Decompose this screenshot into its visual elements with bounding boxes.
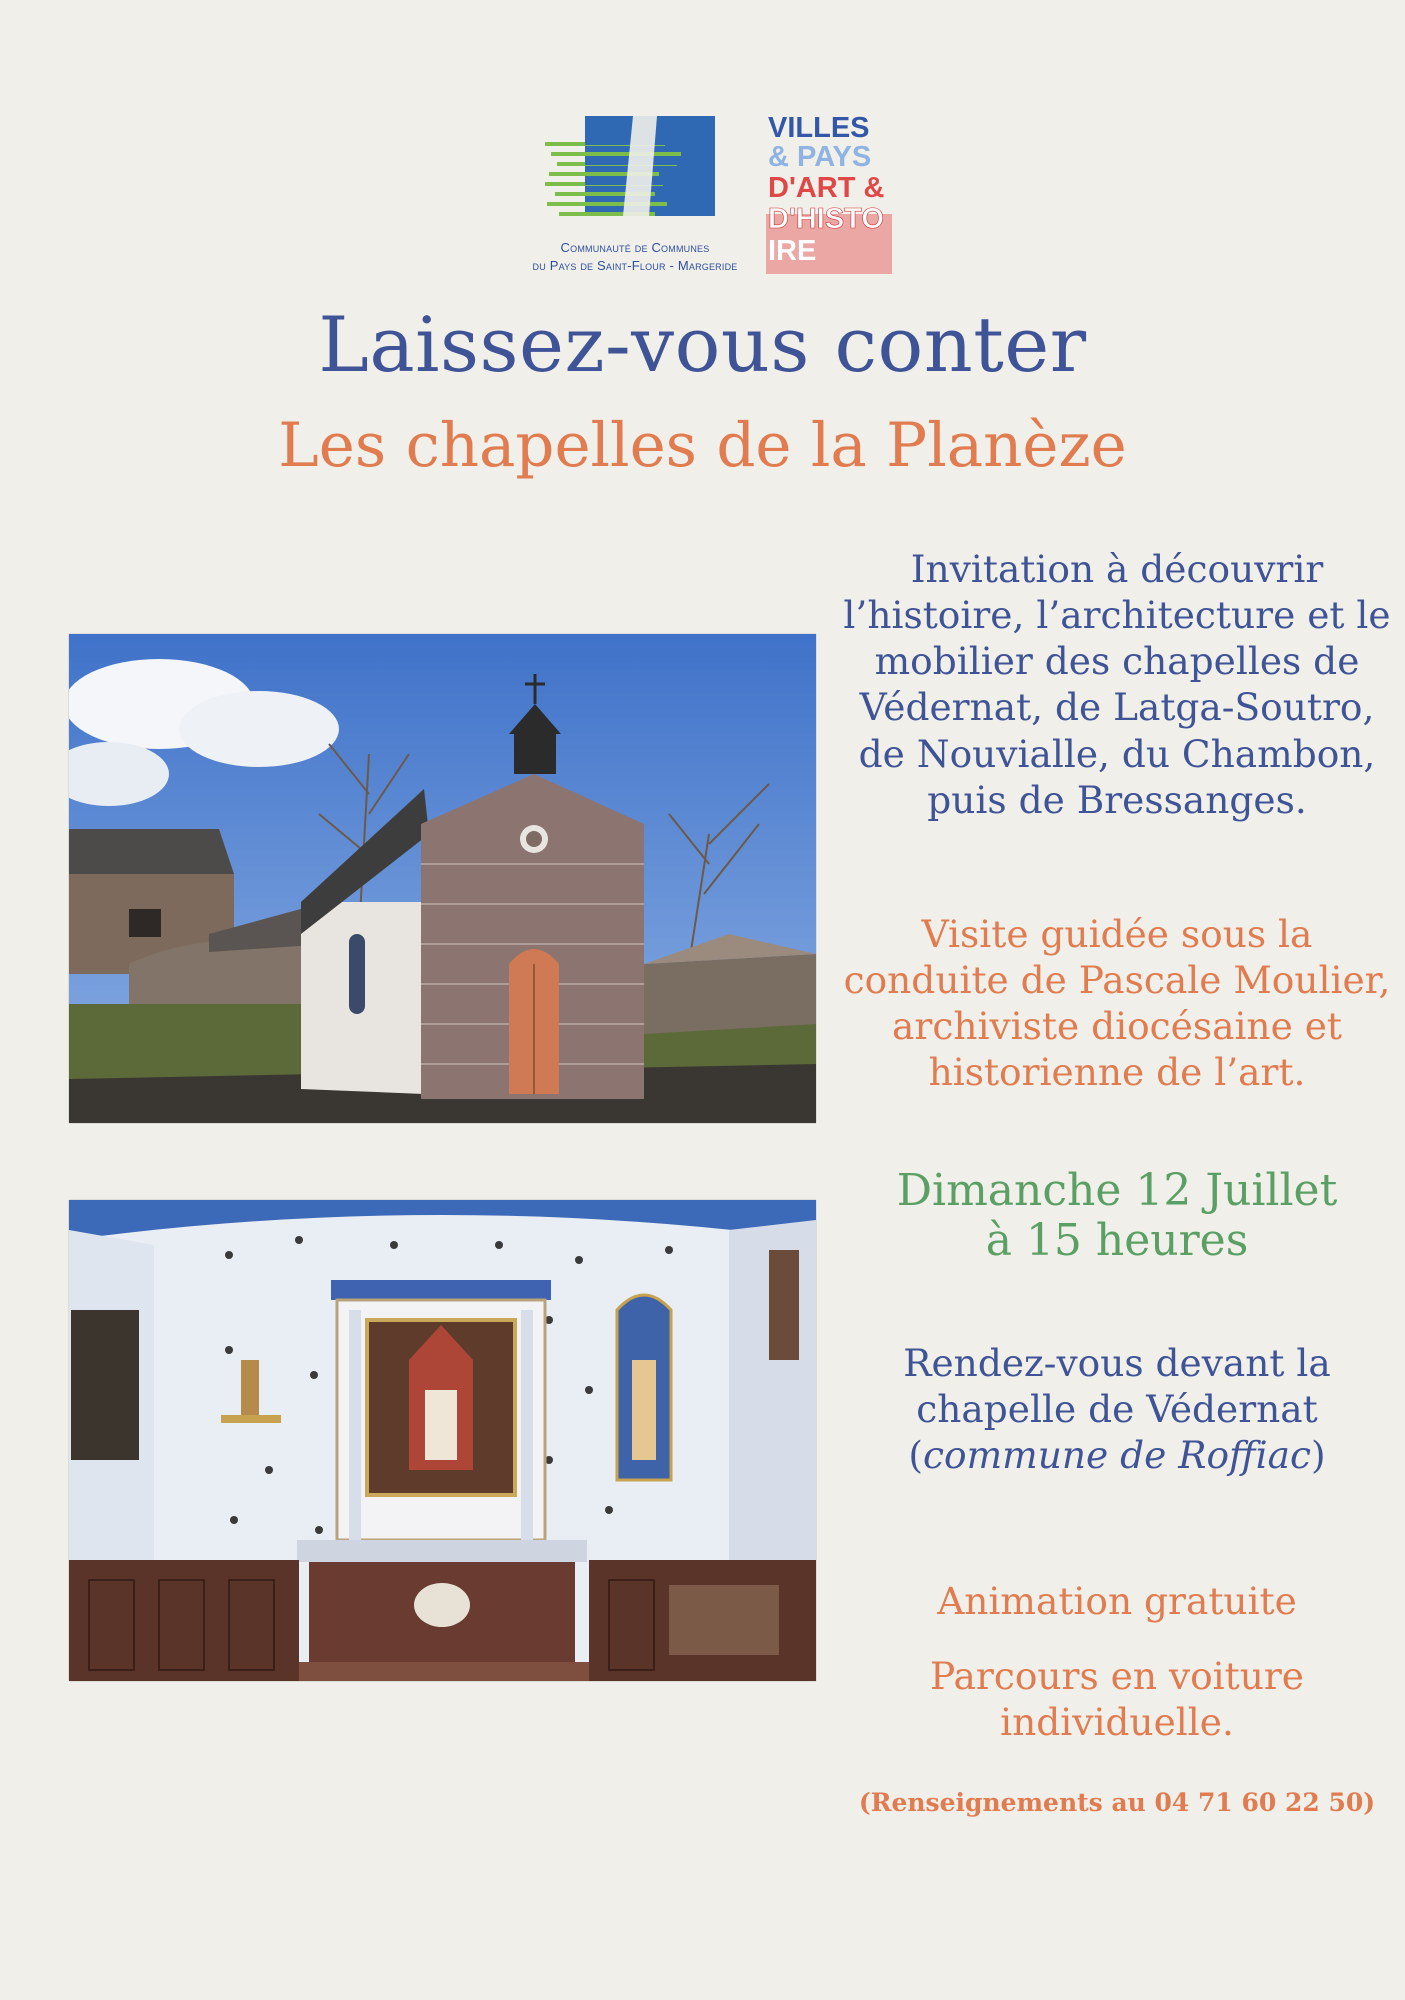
meeting-point-commune: commune de Roffiac [923, 1433, 1311, 1478]
invitation-line: l’histoire, l’architecture et le [843, 593, 1391, 638]
svg-text:IRE: IRE [768, 235, 817, 267]
route-note [828, 1653, 1405, 1745]
ccsf-name-line2: du Pays de Saint-Flour - Margeride [532, 258, 738, 273]
page-title: Laissez-vous conter [318, 300, 1087, 389]
guided-visit-text [828, 911, 1405, 1096]
ccsf-name-line1: Communauté de Communes [560, 240, 710, 255]
svg-text:VILLES: VILLES [768, 112, 870, 144]
visit-line: archiviste diocésaine et [892, 1004, 1342, 1049]
svg-text:D'ART &: D'ART & [768, 172, 885, 204]
page-subtitle: Les chapelles de la Planèze [278, 410, 1127, 481]
visit-line: historienne de l’art. [928, 1050, 1306, 1095]
route-note-line2: individuelle. [1000, 1700, 1234, 1745]
ccsf-logo [505, 112, 765, 282]
visit-line: Visite guidée sous la [921, 912, 1313, 956]
meeting-point-line1: Rendez-vous devant la [903, 1341, 1331, 1385]
invitation-line: puis de Bressanges. [927, 777, 1307, 822]
invitation-line: de Nouvialle, du Chambon, [858, 731, 1376, 776]
event-date-time: à 15 heures [985, 1215, 1249, 1267]
free-event-note: Animation gratuite [937, 1579, 1297, 1623]
ccsf-emblem-icon [545, 112, 725, 234]
meeting-point-line2: chapelle de Védernat [916, 1387, 1318, 1432]
meeting-point [828, 1340, 1405, 1478]
contact-info: (Renseignements au 04 71 60 22 50) [858, 1788, 1376, 1817]
invitation-line: mobilier des chapelles de [874, 639, 1360, 684]
chapel-altar-photo [69, 1200, 816, 1681]
route-note-line1: Parcours en voiture [929, 1654, 1304, 1698]
vpah-logo [766, 110, 892, 274]
meeting-point-line3: (commune de Roffiac) [908, 1433, 1326, 1478]
chapel-exterior-photo [69, 634, 816, 1123]
event-date-day: Dimanche 12 Juillet [896, 1165, 1338, 1216]
svg-text:D'HISTO: D'HISTO [768, 203, 884, 235]
visit-line: conduite de Pascale Moulier, [843, 958, 1391, 1003]
event-date [828, 1166, 1405, 1266]
invitation-line: Invitation à découvrir [910, 547, 1324, 591]
svg-text:& PAYS: & PAYS [768, 141, 872, 173]
invitation-text [828, 546, 1405, 823]
invitation-line: Védernat, de Latga-Soutro, [859, 685, 1375, 730]
